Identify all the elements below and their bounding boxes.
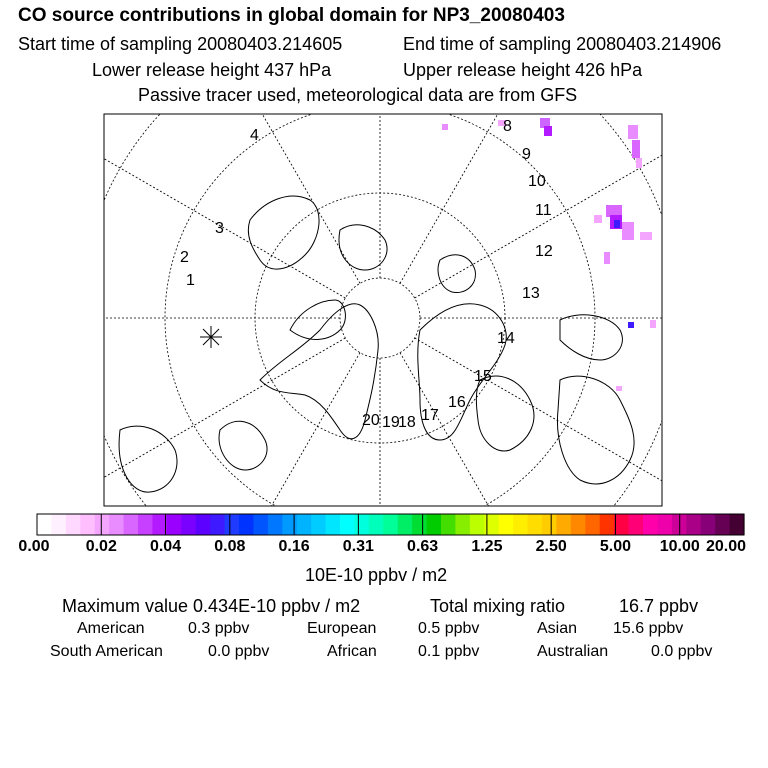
colorbar-swatch bbox=[528, 514, 543, 535]
trajectory-marker: 2 bbox=[180, 249, 189, 266]
colorbar-tick-label: 0.04 bbox=[149, 538, 182, 555]
region-name: South American bbox=[50, 643, 163, 660]
region-name: Asian bbox=[537, 620, 578, 637]
trajectory-marker: 13 bbox=[522, 285, 540, 302]
colorbar-swatch bbox=[109, 514, 124, 535]
colorbar-swatch bbox=[239, 514, 254, 535]
region-value: 0.0 ppbv bbox=[208, 643, 270, 660]
tracer-note: Passive tracer used, meteorological data are from GFS bbox=[138, 85, 578, 105]
end-time-label: End time of sampling 20080403.214906 bbox=[403, 34, 722, 54]
total-mixing-value: 16.7 ppbv bbox=[619, 596, 699, 616]
colorbar-swatch bbox=[730, 514, 745, 535]
colorbar-swatch bbox=[441, 514, 456, 535]
region-value: 0.3 ppbv bbox=[188, 620, 250, 637]
chart-title: CO source contributions in global domain for NP3_20080403 bbox=[18, 5, 565, 26]
colorbar-swatch bbox=[167, 514, 182, 535]
colorbar-tick-label: 0.08 bbox=[214, 538, 246, 555]
colorbar-swatch bbox=[326, 514, 341, 535]
trajectory-marker: 14 bbox=[497, 330, 515, 347]
colorbar-tick-label: 0.00 bbox=[18, 538, 50, 555]
trajectory-marker: 3 bbox=[215, 220, 224, 237]
colorbar-swatch bbox=[715, 514, 730, 535]
colorbar-swatch bbox=[412, 514, 427, 535]
region-value: 0.0 ppbv bbox=[651, 643, 713, 660]
colorbar-swatch bbox=[268, 514, 283, 535]
colorbar-swatch bbox=[643, 514, 658, 535]
trajectory-marker: 12 bbox=[535, 243, 553, 260]
colorbar-swatch bbox=[66, 514, 81, 535]
trajectory-marker: 11 bbox=[535, 202, 552, 219]
colorbar-swatch bbox=[686, 514, 701, 535]
colorbar-swatch bbox=[37, 514, 52, 535]
colorbar-swatch bbox=[614, 514, 629, 535]
region-value: 15.6 ppbv bbox=[613, 620, 684, 637]
colorbar-swatch bbox=[470, 514, 485, 535]
colorbar-swatch bbox=[311, 514, 326, 535]
colorbar-tick-label: 0.02 bbox=[85, 538, 117, 555]
colorbar-swatch bbox=[225, 514, 240, 535]
colorbar-swatch bbox=[95, 514, 110, 535]
colorbar-swatch bbox=[80, 514, 95, 535]
colorbar-swatch bbox=[51, 514, 66, 535]
colorbar-swatch bbox=[499, 514, 514, 535]
colorbar-swatch bbox=[571, 514, 586, 535]
colorbar-swatch bbox=[282, 514, 297, 535]
colorbar-tick-label: 20.00 bbox=[705, 538, 747, 555]
colorbar-swatch bbox=[196, 514, 211, 535]
colorbar-swatch bbox=[383, 514, 398, 535]
colorbar-swatch bbox=[369, 514, 384, 535]
region-value: 0.1 ppbv bbox=[418, 643, 480, 660]
colorbar-tick-label: 2.50 bbox=[535, 538, 567, 555]
trajectory-marker: 15 bbox=[474, 368, 492, 385]
colorbar-swatch bbox=[657, 514, 672, 535]
trajectory-marker: 16 bbox=[448, 394, 466, 411]
colorbar-swatch bbox=[124, 514, 139, 535]
total-mixing-label: Total mixing ratio bbox=[430, 596, 566, 616]
colorbar-tick-label: 5.00 bbox=[599, 538, 632, 555]
colorbar-swatch bbox=[600, 514, 615, 535]
max-value-label: Maximum value 0.434E-10 ppbv / m2 bbox=[62, 596, 361, 616]
region-name: European bbox=[307, 620, 377, 637]
colorbar-swatch bbox=[354, 514, 369, 535]
trajectory-marker: 17 bbox=[421, 407, 439, 424]
trajectory-marker: 20 bbox=[362, 412, 380, 429]
colorbar-swatch bbox=[210, 514, 225, 535]
colorbar-swatch bbox=[340, 514, 355, 535]
colorbar-unit: 10E-10 ppbv / m2 bbox=[305, 565, 448, 585]
trajectory-marker: 9 bbox=[522, 146, 531, 163]
upper-release-label: Upper release height 426 hPa bbox=[403, 60, 643, 80]
region-name: Australian bbox=[537, 643, 609, 660]
colorbar-tick-label: 0.63 bbox=[407, 538, 439, 555]
region-name: African bbox=[327, 643, 377, 660]
colorbar-swatch bbox=[513, 514, 528, 535]
colorbar-swatch bbox=[253, 514, 268, 535]
region-name: American bbox=[77, 620, 145, 637]
colorbar-swatch bbox=[542, 514, 557, 535]
trajectory-marker: 4 bbox=[250, 127, 259, 144]
colorbar-swatch bbox=[629, 514, 644, 535]
region-value: 0.5 ppbv bbox=[418, 620, 480, 637]
colorbar-swatch bbox=[427, 514, 442, 535]
colorbar-swatch bbox=[701, 514, 716, 535]
start-time-label: Start time of sampling 20080403.214605 bbox=[18, 34, 343, 54]
colorbar-tick-label: 0.16 bbox=[278, 538, 310, 555]
lower-release-label: Lower release height 437 hPa bbox=[92, 60, 332, 80]
colorbar-swatch bbox=[455, 514, 470, 535]
colorbar-swatch bbox=[585, 514, 600, 535]
colorbar-swatch bbox=[556, 514, 571, 535]
trajectory-marker: 8 bbox=[503, 118, 512, 135]
trajectory-marker: 18 bbox=[398, 414, 416, 431]
colorbar-swatch bbox=[138, 514, 153, 535]
trajectory-marker: 1 bbox=[186, 272, 195, 289]
colorbar-swatch bbox=[398, 514, 413, 535]
colorbar-tick-label: 0.31 bbox=[342, 538, 374, 555]
trajectory-marker: 10 bbox=[528, 173, 546, 190]
colorbar-tick-label: 10.00 bbox=[659, 538, 700, 555]
trajectory-marker: 19 bbox=[382, 414, 400, 431]
colorbar-swatch bbox=[297, 514, 312, 535]
colorbar-tick-label: 1.25 bbox=[471, 538, 503, 555]
colorbar-swatch bbox=[181, 514, 196, 535]
